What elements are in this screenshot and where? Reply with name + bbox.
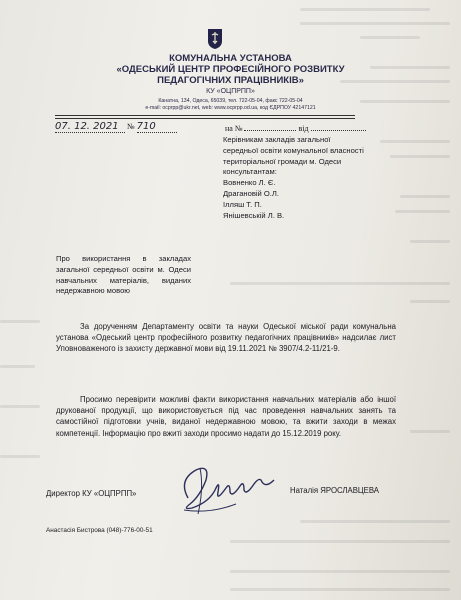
recipient-line: територіальної громади м. Одеси [223, 156, 342, 166]
outgoing-reference [55, 121, 177, 133]
body-paragraph-2: Просимо перевірити можливі факти використання навчальних матеріалів або іншої друкованої продукції, що використовується під час проведення навчальних занять та самостійної підготовки учнів, виданої недержавною мовою, та вжити заходи в межах компетенції. Інформацію про вжиті заходи просимо надати до 15.12.2019 року. [56, 395, 396, 438]
letter-subject: Про використання в закладах загальної середньої освіти м. Одеси навчальних матеріалів, виданих недержавною мовою [56, 254, 191, 296]
recipient-name: Янішевській Л. В. [223, 210, 285, 220]
body-paragraph-1: За дорученням Департаменту освіти та науки Одеської міської ради комунальна установа «Одеський центр професійного розвитку педагогічних працівників» надсилає лист Уповноваженого із захисту державної мови від 19.11.2021 № 3907/4.2-11/21-9. [56, 322, 396, 354]
incoming-number-label: на № [225, 124, 243, 133]
number-label: № [127, 122, 135, 131]
org-name-line2: «ОДЕСЬКИЙ ЦЕНТР ПРОФЕСІЙНОГО РОЗВИТКУ [116, 64, 345, 75]
city-emblem-icon [207, 28, 223, 50]
org-name-line3: ПЕДАГОГІЧНИХ ПРАЦІВНИКІВ» [157, 75, 304, 86]
recipient-block [223, 135, 423, 221]
recipient-line: консультантам: [223, 167, 277, 177]
recipient-line: Керівникам закладів загальної [223, 135, 331, 144]
org-address: Канатна, 134, Одеса, 65039, тел. 722-05-04, факс 722-05-04 [158, 98, 303, 104]
recipient-name: Драгановій О.Л. [223, 188, 280, 198]
handwritten-signature [170, 458, 280, 518]
recipient-name: Вовненко Л. Є. [223, 178, 276, 188]
signatory-title: Директор КУ «ОЦПРПП» [46, 489, 137, 498]
recipient-line: середньої освіти комунальної власності [223, 145, 364, 155]
incoming-date-label: від [298, 124, 309, 133]
outgoing-date: 07. 12. 2021 [55, 121, 125, 133]
org-contacts: e-mail: ocprpp@ukr.net, web: www.ocprpp.od.ua, код ЄДРПОУ 42147121 [145, 105, 316, 111]
signatory-name: Наталія ЯРОСЛАВЦЕВА [290, 486, 380, 495]
recipient-name: Ілляш Т. П. [223, 199, 262, 209]
org-abbreviation: КУ «ОЦПРПП» [206, 88, 255, 95]
outgoing-number: 710 [137, 121, 177, 133]
incoming-reference [225, 124, 366, 133]
header-rule [55, 115, 355, 116]
org-name-line1: КОМУНАЛЬНА УСТАНОВА [169, 53, 292, 64]
incoming-date-blank [311, 130, 366, 131]
incoming-number-blank [244, 130, 296, 131]
executor-contact: Анастасія Бистрова (048)-776-00-51 [46, 527, 153, 534]
header-rule-thin [55, 118, 355, 119]
